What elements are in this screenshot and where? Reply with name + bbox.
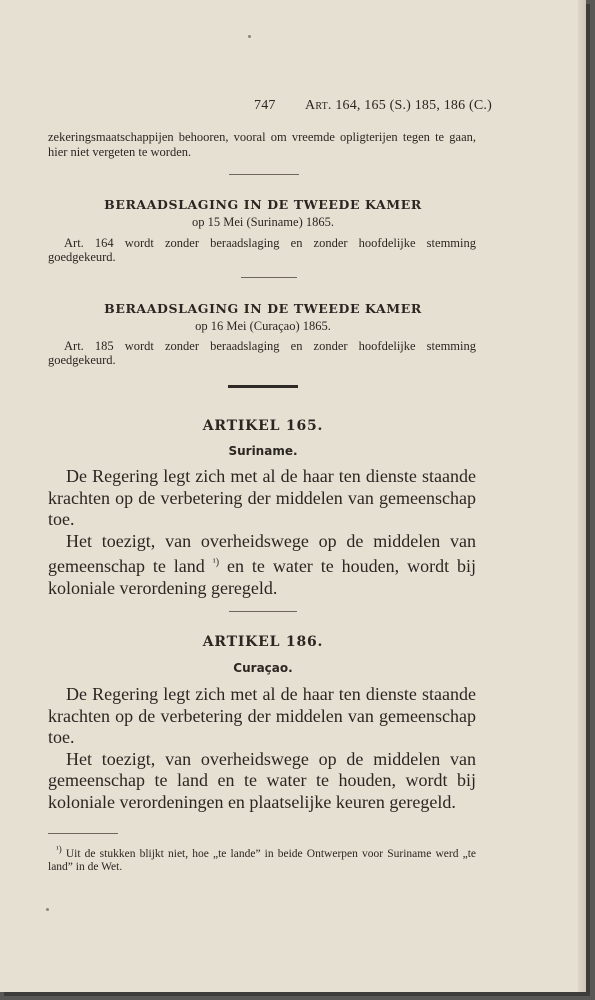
article-paragraph: De Regering legt zich met al de haar ten dienste staande krachten op de verbetering der middelen van gemeenschap toe. (48, 466, 476, 529)
section-divider (228, 385, 298, 388)
footnote-rule (48, 833, 118, 834)
articles-refs: 164, 165 (S.) 185, 186 (C.) (335, 98, 492, 113)
article-paragraph (48, 531, 476, 600)
running-head (254, 98, 492, 114)
divider (229, 611, 297, 612)
footnote-marker: ¹) (212, 557, 220, 568)
article-colony: Suriname. (228, 444, 298, 458)
page-edge (578, 0, 586, 992)
paragraph-text: en te water te houden, wordt bij koloniale verordening geregeld. (48, 556, 476, 598)
divider (229, 174, 299, 175)
articles-label: Art. (305, 98, 332, 113)
deliberation-date: op 16 Mei (Curaçao) 1865. (195, 319, 331, 333)
footnote-marker: ¹) (56, 844, 62, 854)
page-number: 747 (254, 98, 276, 113)
article-title: ARTIKEL 165. (202, 418, 324, 434)
article-paragraph: De Regering legt zich met al de haar ten dienste staande krachten op de verbetering der middelen van gemeenschap toe. (48, 684, 476, 747)
divider (241, 277, 297, 278)
article-paragraph: Het toezigt, van overheidswege op de middelen van gemeenschap te land en te water te houden, wordt bij koloniale verordeningen en plaatselijke keuren geregeld. (48, 748, 476, 812)
footnote (48, 843, 476, 874)
article-body (48, 684, 476, 813)
deliberation-date: op 15 Mei (Suriname) 1865. (192, 215, 334, 229)
continuation-text: zekeringsmaatschappijen behooren, vooral om vreemde opligterijen tegen te gaan, hier niet vergeten te worden. (48, 130, 476, 159)
paper-speck (46, 908, 49, 911)
article-colony: Curaçao. (233, 661, 293, 675)
article-title: ARTIKEL 186. (202, 634, 324, 650)
paragraph-text: Het toezigt, van overheidswege op de middelen van gemeenschap te land (48, 530, 476, 576)
deliberation-heading: BERAADSLAGING IN DE TWEEDE KAMER (104, 301, 422, 316)
deliberation-text: Art. 164 wordt zonder beraadslaging en zonder hoofdelijke stemming goedgekeurd. (48, 236, 476, 264)
deliberation-heading: BERAADSLAGING IN DE TWEEDE KAMER (104, 197, 422, 212)
article-body (48, 466, 476, 599)
deliberation-text: Art. 185 wordt zonder beraadslaging en zonder hoofdelijke stemming goedgekeurd. (48, 339, 476, 367)
paper-speck (248, 35, 251, 38)
footnote-text: Uit de stukken blijkt niet, hoe „te lande” in beide Ontwerpen voor Suriname werd „te land” in de Wet. (48, 847, 476, 873)
